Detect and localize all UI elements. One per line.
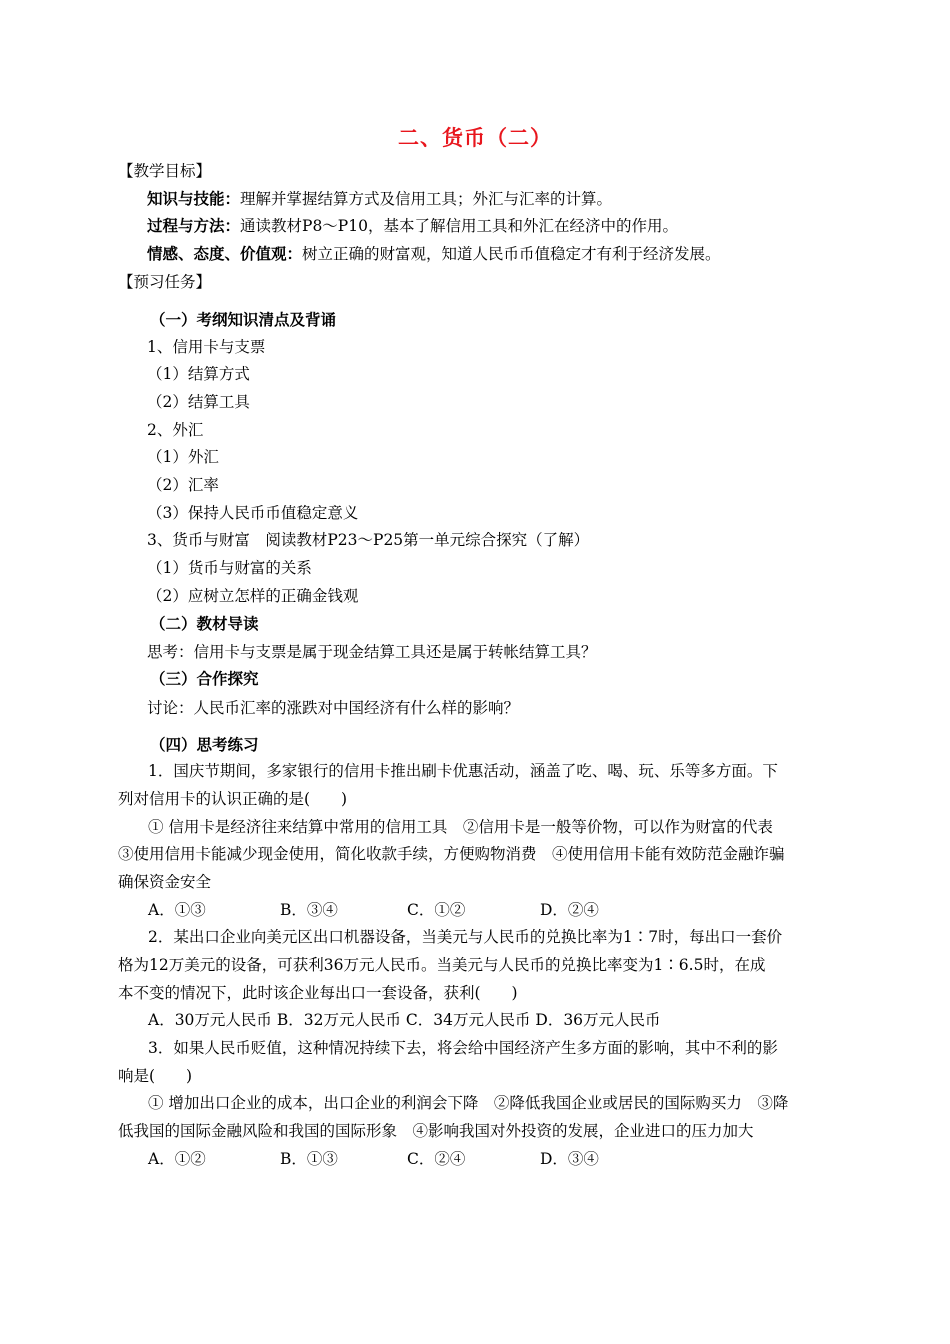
q1-line5: 确保资金安全 [118,873,212,891]
q3-line2: 响是( ) [118,1067,193,1085]
q3-line1: 3．如果人民币贬值，这种情况持续下去，将会给中国经济产生多方面的影响，其中不利的影 [148,1039,778,1057]
q1-option-b: B．③④ [280,901,338,919]
list-item: （1）结算方式 [147,365,250,383]
goals-header: 【教学目标】 [118,162,212,180]
q1-line2: 列对信用卡的认识正确的是( ) [118,790,348,808]
list-item: 1、信用卡与支票 [147,338,266,356]
q3-option-d: D．③④ [540,1150,599,1168]
goal-knowledge-label: 知识与技能： [147,189,241,208]
q3-option-c: C．②④ [407,1150,466,1168]
q2-options: A．30万元人民币 B．32万元人民币 C．34万元人民币 D．36万元人民币 [148,1011,661,1029]
goal-process [147,216,678,236]
list-item: （2）汇率 [147,476,219,494]
section2-heading: （二）教材导读 [150,614,259,633]
q3-option-a: A．①② [148,1150,206,1168]
q1-line4: ③使用信用卡能减少现金使用，简化收款手续，方便购物消费 ④使用信用卡能有效防范金融诈骗 [118,845,785,863]
page-title: 二、货币（二） [398,126,552,150]
section4-heading: （四）思考练习 [150,735,259,754]
list-item: （1）外汇 [147,448,219,466]
section1-heading: （一）考纲知识清点及背诵 [150,310,337,329]
q2-line2: 格为12万美元的设备，可获利36万元人民币。当美元与人民币的兑换比率变为1∶6.5时，在成 [118,956,766,974]
q1-line3: ① 信用卡是经济往来结算中常用的信用工具 ②信用卡是一般等价物，可以作为财富的代表 [148,818,773,836]
q2-line1: 2．某出口企业向美元区出口机器设备，当美元与人民币的兑换比率为1∶7时，每出口一套价 [148,928,783,946]
q1-line1: 1．国庆节期间，多家银行的信用卡推出刷卡优惠活动，涵盖了吃、喝、玩、乐等多方面。下 [148,762,778,780]
goal-knowledge [147,189,612,209]
section3-text: 讨论：人民币汇率的涨跌对中国经济有什么样的影响？ [147,699,520,717]
goal-process-label: 过程与方法： [147,216,241,235]
q1-option-d: D．②④ [540,901,599,919]
list-item: 3、货币与财富 阅读教材P23～P25第一单元综合探究（了解） [147,531,590,549]
goal-knowledge-text: 理解并掌握结算方式及信用工具；外汇与汇率的计算。 [240,190,613,208]
q1-option-a: A．①③ [148,901,206,919]
q3-line3: ① 增加出口企业的成本，出口企业的利润会下降 ②降低我国企业或居民的国际购买力 ③降 [148,1094,789,1112]
list-item: 2、外汇 [147,421,204,439]
goal-emotion-label: 情感、态度、价值观： [147,244,303,263]
list-item: （1）货币与财富的关系 [147,559,312,577]
section3-heading: （三）合作探究 [150,669,259,688]
goal-process-text: 通读教材P8～P10，基本了解信用工具和外汇在经济中的作用。 [240,217,678,235]
goal-emotion [147,244,721,264]
section2-text: 思考：信用卡与支票是属于现金结算工具还是属于转帐结算工具？ [147,643,597,661]
q3-line4: 低我国的国际金融风险和我国的国际形象 ④影响我国对外投资的发展，企业进口的压力加大 [118,1122,754,1140]
q1-option-c: C．①② [407,901,466,919]
preview-header: 【预习任务】 [118,273,212,291]
list-item: （3）保持人民币币值稳定意义 [147,504,359,522]
q2-line3: 本不变的情况下，此时该企业每出口一套设备，获利( ) [118,984,518,1002]
list-item: （2）应树立怎样的正确金钱观 [147,587,359,605]
list-item: （2）结算工具 [147,393,250,411]
q3-option-b: B．①③ [280,1150,338,1168]
goal-emotion-text: 树立正确的财富观，知道人民币币值稳定才有利于经济发展。 [302,245,721,263]
